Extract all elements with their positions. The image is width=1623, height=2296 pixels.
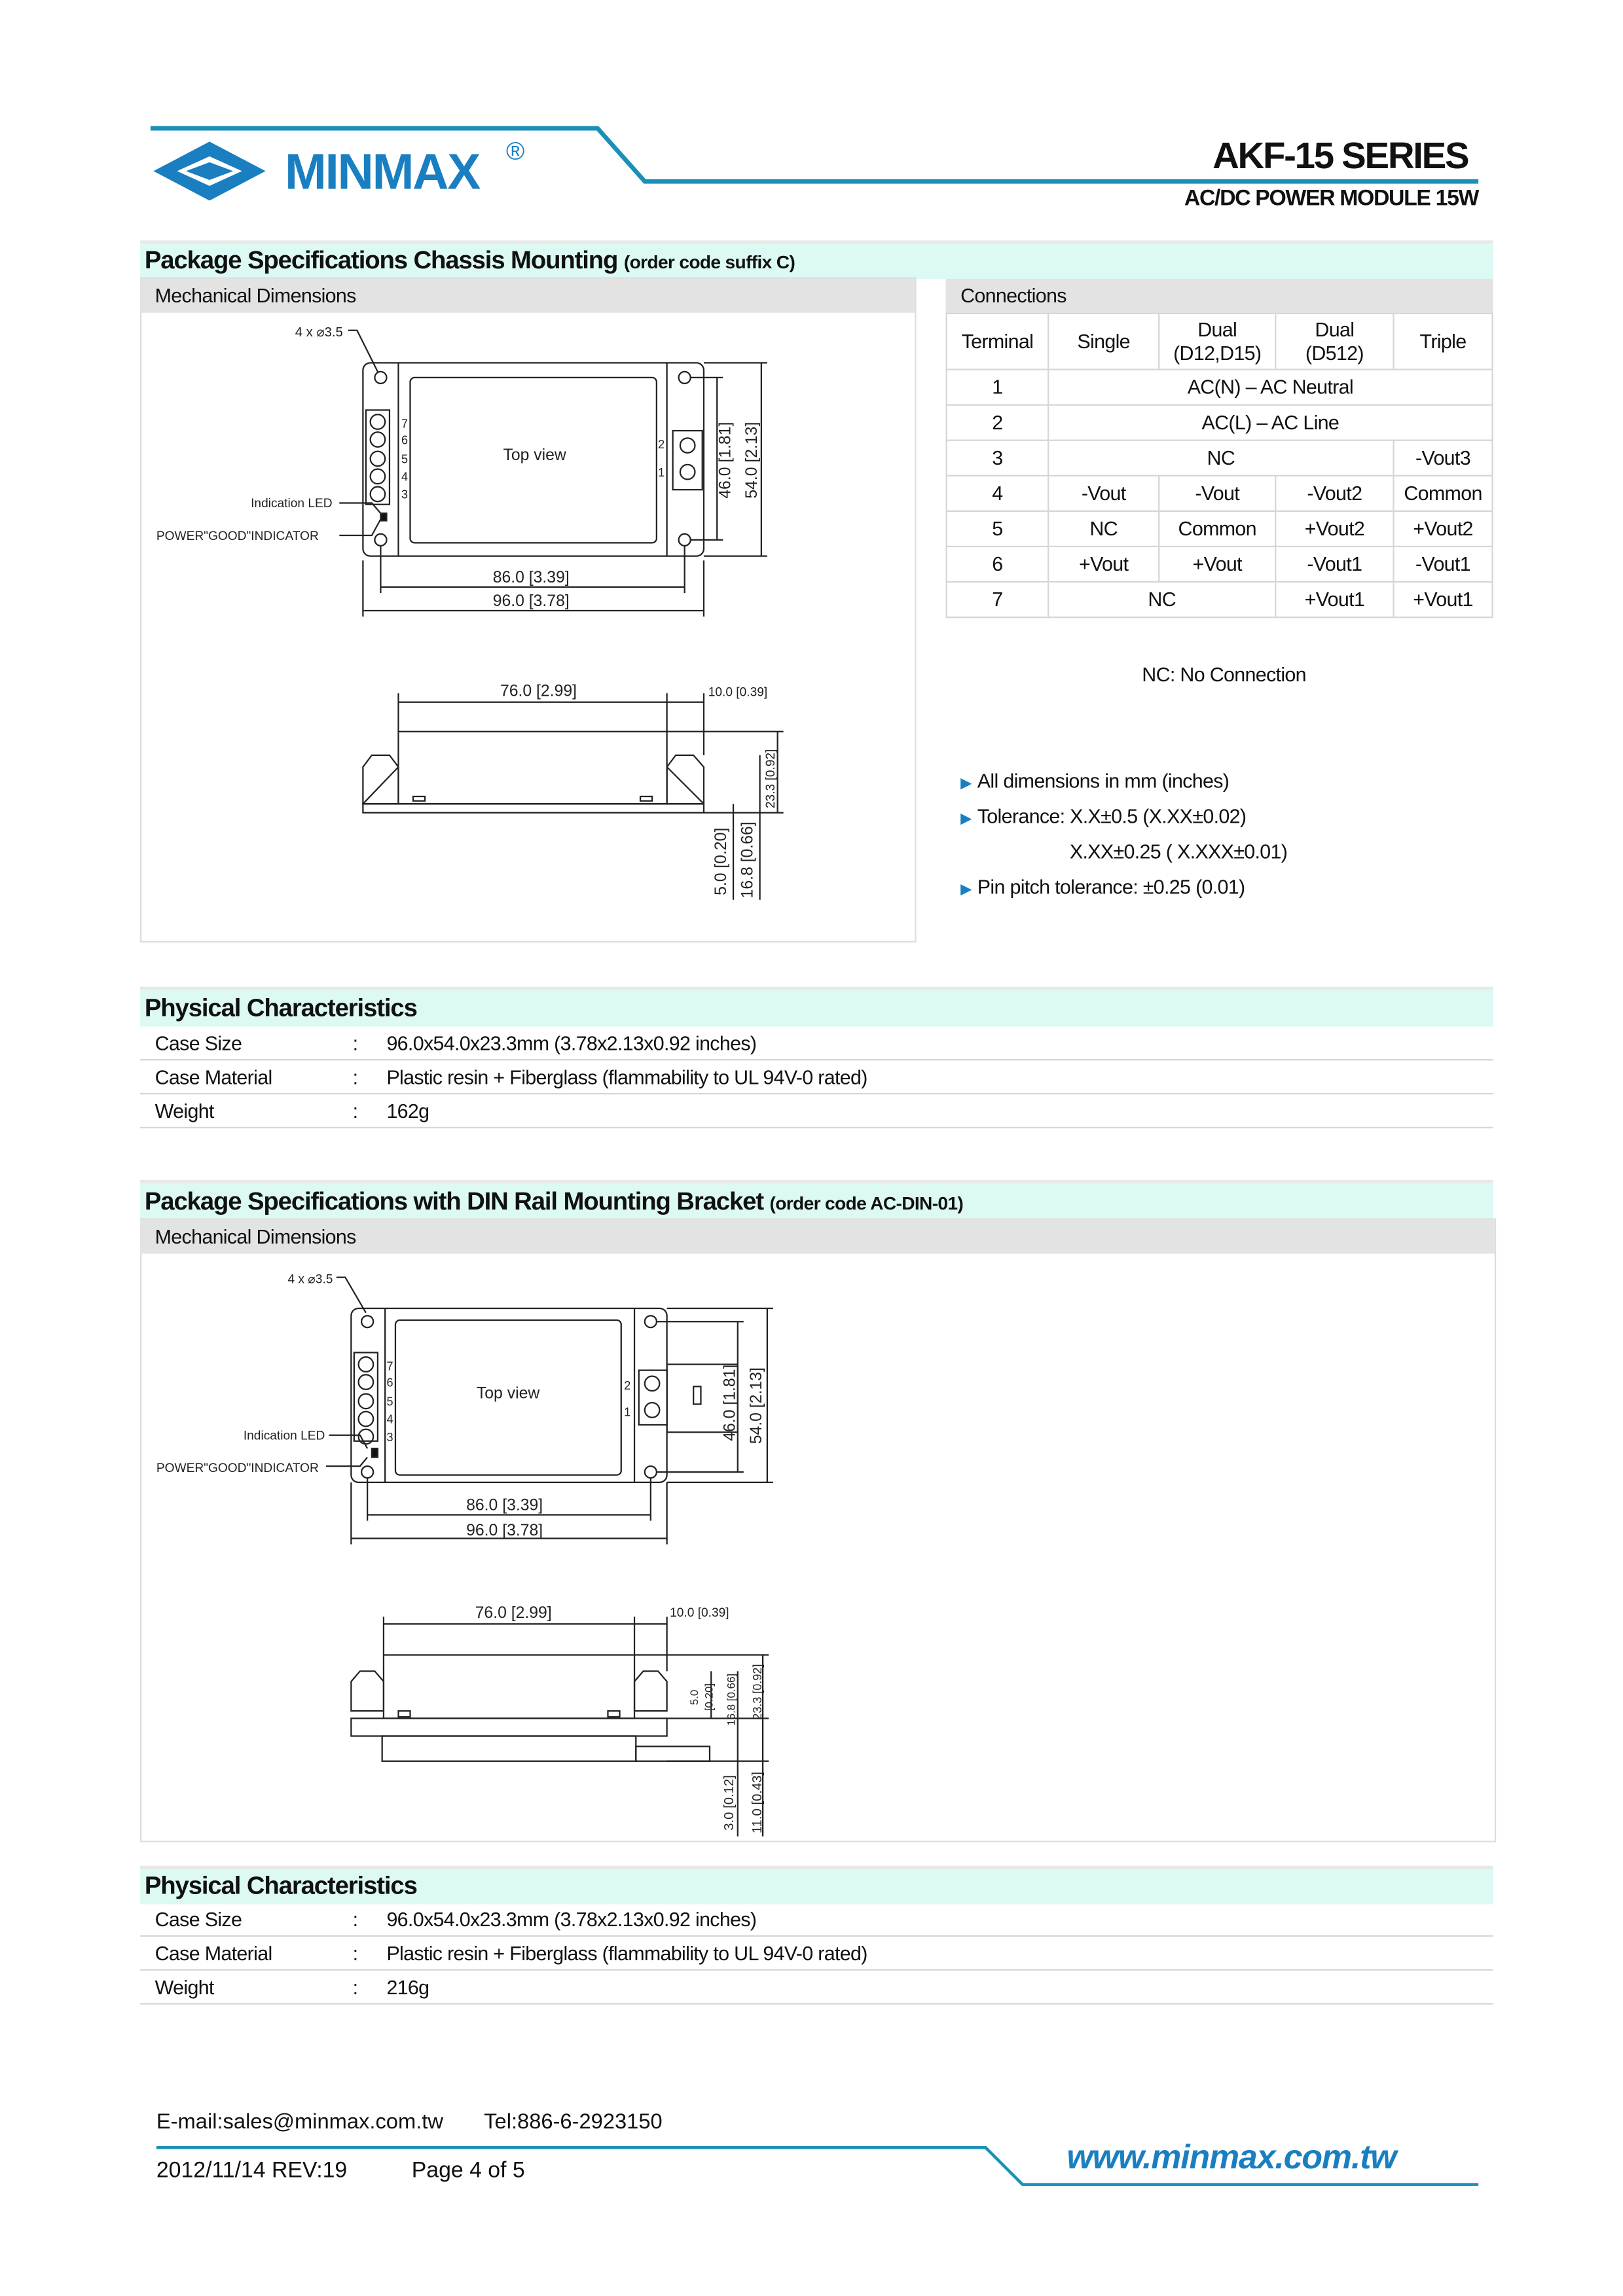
section2-title: Package Specifications with DIN Rail Mounting Bracket: [144, 1187, 763, 1215]
section1-drawing-holes: 4 x ⌀3.5: [295, 325, 343, 340]
section1-connections-row4-3: -Vout2: [1275, 476, 1393, 511]
section2-drawing-led: Indication LED: [243, 1429, 325, 1443]
section1-connections-row5-1: NC: [1048, 511, 1159, 547]
module-subtitle: AC/DC POWER MODULE 15W: [1184, 185, 1479, 211]
section2-drawing-indicator: POWER"GOOD"INDICATOR: [156, 1462, 319, 1476]
section1-connections-row5-2: Common: [1159, 511, 1275, 547]
section-title-suffix: (order code suffix C): [623, 252, 795, 273]
section1-drawing-pins-left-0: 7: [401, 417, 409, 431]
physical1-rows-2-value: 162g: [386, 1100, 429, 1122]
section1-connections-row5-0: 5: [947, 511, 1048, 547]
section1-connections-row2-1: AC(L) – AC Line: [1048, 405, 1492, 440]
section2-drawing-top-view: Top view: [476, 1384, 540, 1403]
section1-drawing-dim-76: 76.0 [2.99]: [500, 682, 577, 700]
section2-drawing-pins-left-0: 7: [386, 1359, 393, 1373]
section2-drawing-pins-left-1: 6: [386, 1376, 393, 1390]
section-title: Package Specifications Chassis Mounting: [144, 246, 618, 275]
section1-notes-0: All dimensions in mm (inches): [977, 770, 1230, 793]
section1-drawing-dim-54: 54.0 [2.13]: [743, 422, 761, 499]
footer-date-rev: 2012/11/14 REV:19: [156, 2158, 348, 2183]
physical2-rows-0-value: 96.0x54.0x23.3mm (3.78x2.13x0.92 inches): [386, 1909, 757, 1931]
section1-drawing-dim-46: 46.0 [1.81]: [716, 422, 735, 499]
section1-drawing-top-view: Top view: [503, 446, 566, 465]
section1-drawing-dim-16: 16.8 [0.66]: [739, 821, 757, 899]
physical2-rows-2-label: Weight: [155, 1976, 214, 1999]
section1-drawing-dim-86: 86.0 [3.39]: [492, 569, 570, 587]
section1-notes-1: Tolerance: X.X±0.5 (X.XX±0.02): [977, 805, 1247, 828]
section1-connections-headers-6: Triple: [1394, 314, 1493, 370]
section1-drawing-led: Indication LED: [251, 497, 333, 511]
section1-connections-row6-3: -Vout1: [1275, 547, 1393, 582]
section1-drawing-dim-23: 23.3 [0.92]: [764, 749, 778, 808]
section1-notes-3: Pin pitch tolerance: ±0.25 (0.01): [977, 876, 1245, 899]
section1-drawing-dim-96: 96.0 [3.78]: [492, 592, 570, 611]
section1-connections-row4-0: 4: [947, 476, 1048, 511]
section1-connections-row6-1: +Vout: [1048, 547, 1159, 582]
spec-row: [140, 1971, 1493, 2005]
section2-drawing-holes: 4 x ⌀3.5: [287, 1272, 333, 1287]
section1-connections-headers-2: Dual: [1197, 317, 1237, 340]
section2-drawing-dim-96: 96.0 [3.78]: [466, 1521, 543, 1539]
physical2-rows-1-label: Case Material: [155, 1942, 272, 1965]
section1-drawing-pins-right-0: 2: [658, 438, 665, 452]
bullet-triangle-icon: ▶: [960, 776, 972, 793]
section2-drawing-dim-5a: 5.0: [687, 1689, 701, 1706]
section1-connections-row7-0: 7: [947, 582, 1048, 617]
section2-drawing-pins-left-2: 5: [386, 1395, 393, 1408]
section2-title-suffix: (order code AC-DIN-01): [769, 1193, 964, 1214]
section1-connections-row7-1: NC: [1048, 582, 1275, 617]
section1-drawing-dim-5: 5.0 [0.20]: [712, 827, 730, 895]
section1-connections-row6-2: +Vout: [1159, 547, 1275, 582]
footer-tel: Tel:886-6-2923150: [484, 2110, 663, 2134]
section1-connections-headers-1: Single: [1048, 314, 1159, 370]
section1-connections-row4-4: Common: [1394, 476, 1493, 511]
section1-drawing-pins-right-1: 1: [658, 465, 665, 479]
physical2-rows-1-value: Plastic resin + Fiberglass (flammability to UL 94V-0 rated): [386, 1942, 867, 1965]
section1-connections-row7-2: +Vout1: [1275, 582, 1393, 617]
physical2-rows-1-sep: :: [352, 1942, 358, 1965]
section2-mech-label: Mechanical Dimensions: [155, 1225, 356, 1248]
footer-email: E-mail:sales@minmax.com.tw: [156, 2110, 443, 2134]
nc-note: NC: No Connection: [1142, 664, 1306, 686]
section1-connections-row3-1: NC: [1048, 440, 1393, 476]
section2-drawing-pins-left-4: 3: [386, 1430, 393, 1444]
section1-connections-row7-3: +Vout1: [1394, 582, 1493, 617]
series-title: AKF-15 SERIES: [1213, 135, 1468, 177]
section1-connections-row1-1: AC(N) – AC Neutral: [1048, 370, 1492, 405]
section2-drawing-pins-right-0: 2: [624, 1378, 631, 1392]
note-item: X.XX±0.25 ( X.XXX±0.01): [1069, 840, 1288, 863]
section1-drawing-pins-left-1: 6: [401, 433, 409, 447]
section1-connections-label: Connections: [960, 284, 1067, 307]
physical1-rows-1-sep: :: [352, 1066, 358, 1089]
physical1-rows-1-value: Plastic resin + Fiberglass (flammability to UL 94V-0 rated): [386, 1066, 867, 1089]
website-link[interactable]: www.minmax.com.tw: [1067, 2137, 1396, 2176]
section1-connections-row3-2: -Vout3: [1394, 440, 1493, 476]
section1-connections-row6-4: -Vout1: [1394, 547, 1493, 582]
section1-connections-row5-3: +Vout2: [1275, 511, 1393, 547]
section1-drawing-pins-left-2: 5: [401, 452, 409, 466]
section1-drawing-pins-left-4: 3: [401, 488, 409, 501]
section1-connections-headers-3: (D12,D15): [1173, 341, 1262, 364]
section2-drawing-pins-left-3: 4: [386, 1412, 393, 1426]
physical2-rows-2-value: 216g: [386, 1976, 429, 1999]
section1-connections-row4-1: -Vout: [1048, 476, 1159, 511]
spec-row: [140, 1903, 1493, 1937]
section2-drawing-dim-54: 54.0 [2.13]: [747, 1367, 765, 1444]
section2-drawing-dim-76: 76.0 [2.99]: [475, 1604, 552, 1623]
section2-drawing-dim-23: 23.3 [0.92]: [750, 1664, 764, 1720]
brand-name: MINMAX: [284, 144, 480, 200]
physical2-rows-2-sep: :: [352, 1976, 358, 1999]
physical2-rows-0-sep: :: [352, 1909, 358, 1931]
section2-drawing-dim-5b: [0.20]: [702, 1683, 716, 1712]
section1-connections-row5-4: +Vout2: [1394, 511, 1493, 547]
section2-drawing-dim-3: 3.0 [0.12]: [722, 1775, 737, 1831]
physical-header: [140, 1866, 1493, 1905]
section2-drawing-dim-10: 10.0 [0.39]: [670, 1605, 729, 1620]
section1-mech-label: Mechanical Dimensions: [155, 284, 356, 307]
section1-connections-row1-0: 1: [947, 370, 1048, 405]
physical2-title: Physical Characteristics: [144, 1871, 417, 1900]
spec-row: [140, 1937, 1493, 1971]
physical2-rows-0-label: Case Size: [155, 1909, 242, 1931]
physical1-rows-0-sep: :: [352, 1032, 358, 1055]
physical1-rows-1-label: Case Material: [155, 1066, 272, 1089]
registered-mark: ®: [505, 137, 525, 166]
physical1-rows-2-sep: :: [352, 1100, 358, 1122]
section1-connections-row6-0: 6: [947, 547, 1048, 582]
bullet-triangle-icon: ▶: [960, 882, 972, 899]
section2-drawing-dim-11: 11.0 [0.43]: [750, 1771, 765, 1834]
section1-connections-row4-2: -Vout: [1159, 476, 1275, 511]
section1-connections-row3-0: 3: [947, 440, 1048, 476]
physical1-title: Physical Characteristics: [144, 994, 417, 1022]
section1-connections-headers-0: Terminal: [947, 314, 1048, 370]
section2-drawing-dim-16: 16.8 [0.66]: [725, 1673, 738, 1726]
section2-drawing-pins-right-1: 1: [624, 1405, 631, 1419]
section1-connections-row2-0: 2: [947, 405, 1048, 440]
physical1-rows-0-label: Case Size: [155, 1032, 242, 1055]
section2-drawing-dim-46: 46.0 [1.81]: [721, 1364, 739, 1441]
section1-drawing-pins-left-3: 4: [401, 470, 409, 484]
section1-drawing-dim-10: 10.0 [0.39]: [708, 685, 768, 700]
section1-connections-headers-5: (D512): [1305, 341, 1364, 364]
physical1-rows-2-label: Weight: [155, 1100, 214, 1122]
physical1-rows-0-value: 96.0x54.0x23.3mm (3.78x2.13x0.92 inches): [386, 1032, 757, 1055]
section1-connections-headers-4: Dual: [1315, 317, 1355, 340]
section1-drawing-indicator: POWER"GOOD"INDICATOR: [156, 529, 319, 543]
section2-drawing-dim-86: 86.0 [3.39]: [466, 1496, 543, 1515]
footer-page-number: Page 4 of 5: [411, 2158, 525, 2183]
bullet-triangle-icon: ▶: [960, 811, 972, 828]
